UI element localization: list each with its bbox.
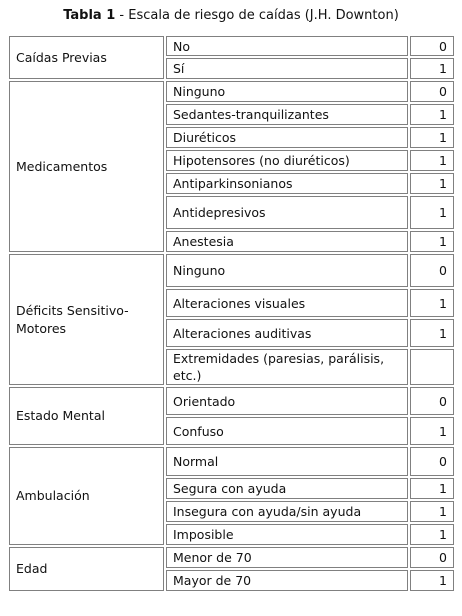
downton-risk-table bbox=[7, 34, 456, 593]
option-cell: Hipotensores (no diuréticos) bbox=[166, 150, 408, 171]
points-cell: 1 bbox=[410, 58, 454, 79]
points-cell: 0 bbox=[410, 36, 454, 56]
points-cell: 0 bbox=[410, 254, 454, 287]
option-cell: Sedantes-tranquilizantes bbox=[166, 104, 408, 125]
points-cell: 1 bbox=[410, 570, 454, 591]
option-cell: Alteraciones visuales bbox=[166, 289, 408, 317]
option-cell: Ninguno bbox=[166, 254, 408, 287]
option-cell: Sí bbox=[166, 58, 408, 79]
category-cell: Caídas Previas bbox=[9, 36, 164, 79]
option-cell: Mayor de 70 bbox=[166, 570, 408, 591]
caption-label: Tabla 1 bbox=[63, 8, 116, 23]
points-cell: 1 bbox=[410, 478, 454, 499]
option-cell: Menor de 70 bbox=[166, 547, 408, 568]
option-cell: Antiparkinsonianos bbox=[166, 173, 408, 194]
category-cell: Edad bbox=[9, 547, 164, 591]
table-row bbox=[9, 254, 454, 287]
points-cell bbox=[410, 349, 454, 385]
option-cell: Orientado bbox=[166, 387, 408, 415]
option-cell: Normal bbox=[166, 447, 408, 476]
option-cell: Diuréticos bbox=[166, 127, 408, 148]
table-row bbox=[9, 447, 454, 476]
points-cell: 0 bbox=[410, 447, 454, 476]
caption-text: Escala de riesgo de caídas (J.H. Downton) bbox=[128, 8, 399, 23]
table-row bbox=[9, 81, 454, 102]
points-cell: 1 bbox=[410, 196, 454, 229]
points-cell: 1 bbox=[410, 231, 454, 252]
option-cell: Segura con ayuda bbox=[166, 478, 408, 499]
points-cell: 0 bbox=[410, 547, 454, 568]
points-cell: 1 bbox=[410, 104, 454, 125]
category-cell: Ambulación bbox=[9, 447, 164, 545]
points-cell: 1 bbox=[410, 127, 454, 148]
points-cell: 1 bbox=[410, 289, 454, 317]
option-cell: Antidepresivos bbox=[166, 196, 408, 229]
option-cell: Extremidades (paresias, parálisis, etc.) bbox=[166, 349, 408, 385]
option-cell: Imposible bbox=[166, 524, 408, 545]
option-cell: Insegura con ayuda/sin ayuda bbox=[166, 501, 408, 522]
points-cell: 1 bbox=[410, 501, 454, 522]
points-cell: 1 bbox=[410, 173, 454, 194]
option-cell: Ninguno bbox=[166, 81, 408, 102]
option-cell: Anestesia bbox=[166, 231, 408, 252]
table-row bbox=[9, 36, 454, 56]
category-cell: Medicamentos bbox=[9, 81, 164, 252]
option-cell: Confuso bbox=[166, 417, 408, 445]
points-cell: 1 bbox=[410, 319, 454, 347]
table-body bbox=[9, 36, 454, 591]
points-cell: 1 bbox=[410, 524, 454, 545]
category-cell: Déficits Sensitivo-Motores bbox=[9, 254, 164, 385]
caption-separator: - bbox=[115, 8, 129, 23]
table-row bbox=[9, 547, 454, 568]
category-cell: Estado Mental bbox=[9, 387, 164, 445]
option-cell: Alteraciones auditivas bbox=[166, 319, 408, 347]
table-caption bbox=[0, 7, 462, 25]
points-cell: 0 bbox=[410, 387, 454, 415]
points-cell: 1 bbox=[410, 417, 454, 445]
points-cell: 0 bbox=[410, 81, 454, 102]
option-cell: No bbox=[166, 36, 408, 56]
table-row bbox=[9, 387, 454, 415]
points-cell: 1 bbox=[410, 150, 454, 171]
